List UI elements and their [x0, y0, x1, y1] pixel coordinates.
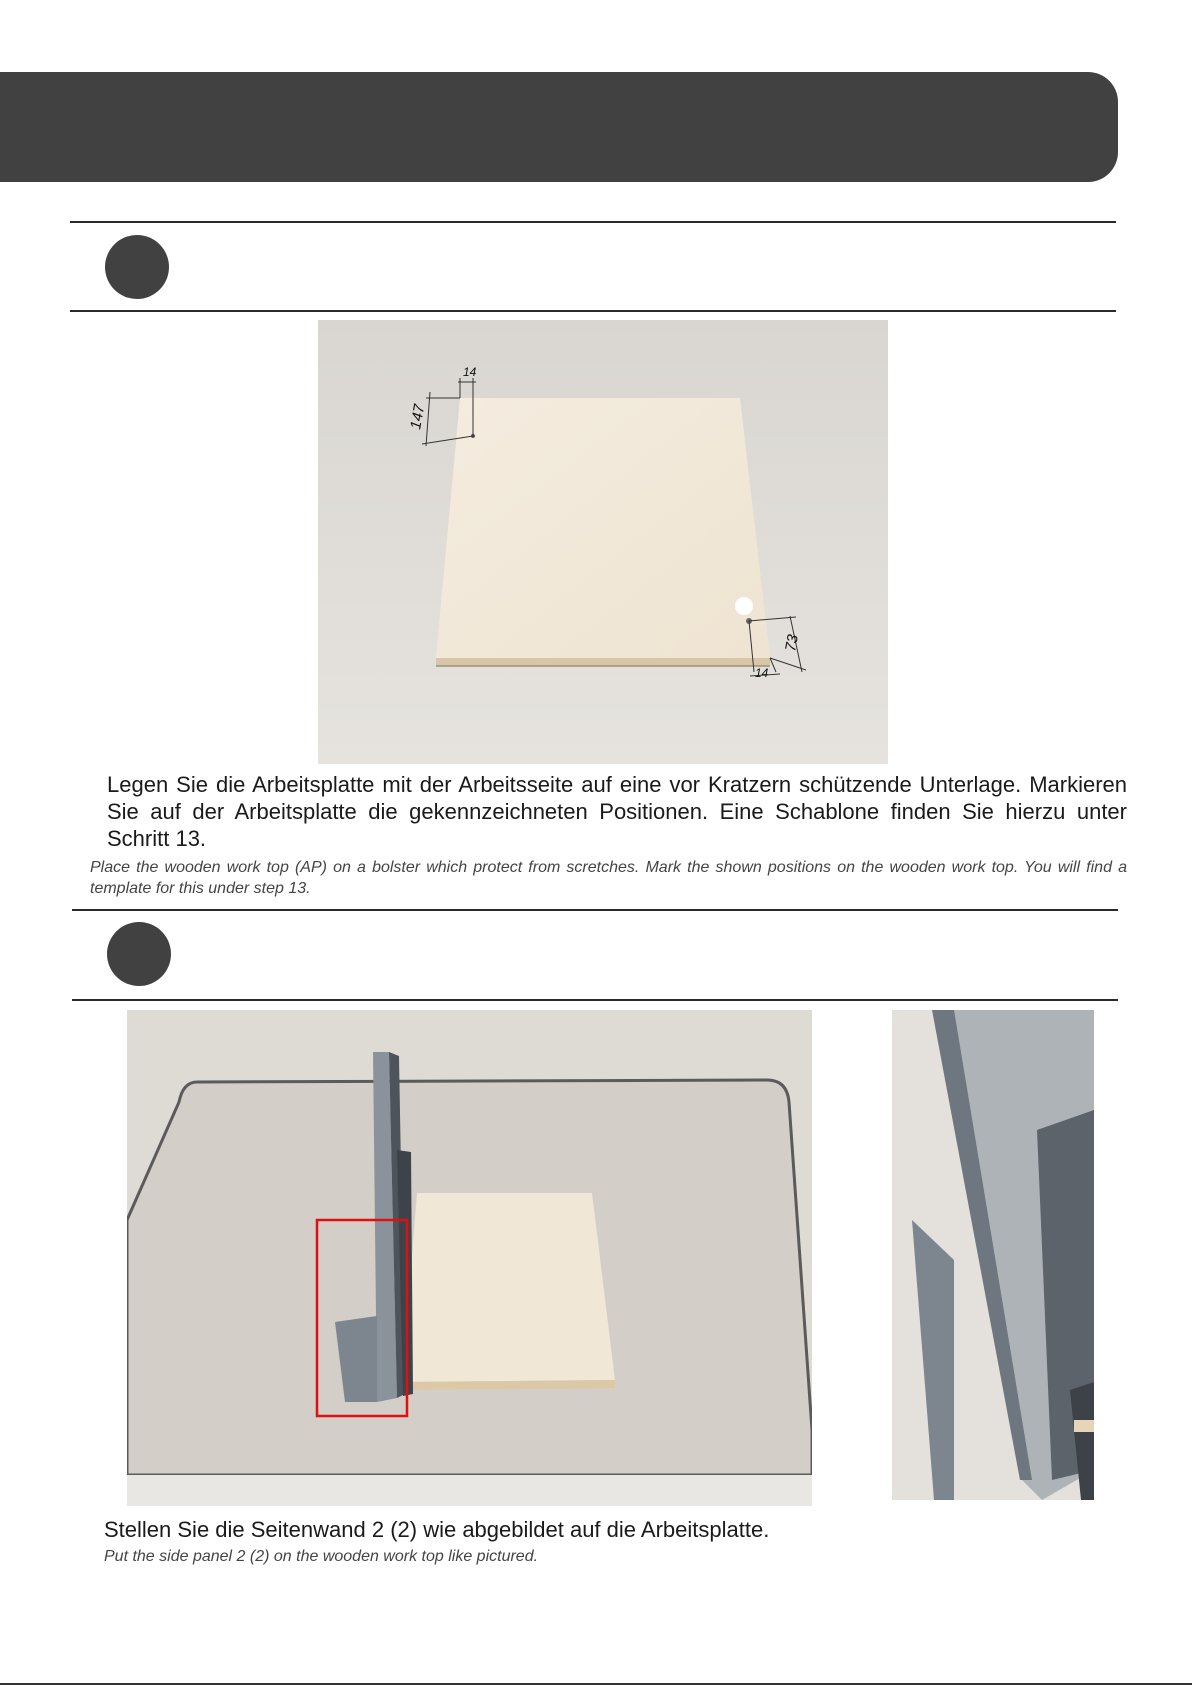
dim-label-top-left-vertical: 147 — [407, 403, 429, 431]
step2-top-rule — [72, 909, 1118, 911]
page-header-bar — [0, 72, 1118, 182]
dim-label-top-left-horizontal: 14 — [463, 365, 477, 379]
step1-photo — [318, 320, 888, 764]
step1-instruction-de: Legen Sie die Arbeitsplatte mit der Arbeitsseite auf eine vor Kratzern schützende Unterlage. Markieren Sie auf der Arbeitsplatte die gekennzeichneten Positionen. Eine Schablone finden Sie hierzu unter Schritt 13. — [107, 772, 1127, 851]
dim-label-bottom-right-vertical: 73 — [782, 633, 802, 653]
step2-instruction-en: Put the side panel 2 (2) on the wooden work top like pictured. — [104, 1548, 539, 1565]
step1-instruction-en: Place the wooden work top (AP) on a bolster which protect from scretches. Mark the shown positions on the wooden work top. You will find a template for this under step 13. — [90, 859, 1127, 897]
step1-bottom-rule — [70, 310, 1116, 312]
step2-bottom-rule — [72, 999, 1118, 1001]
step2-number-badge — [107, 922, 171, 986]
dim-label-bottom-right-horizontal: 14 — [755, 666, 769, 680]
step2-assembly-illustration — [127, 1010, 812, 1506]
step2-instruction-de: Stellen Sie die Seitenwand 2 (2) wie abgebildet auf die Arbeitsplatte. — [104, 1517, 770, 1542]
step2-main-photo — [127, 1010, 812, 1506]
step1-worktop-illustration — [318, 320, 888, 764]
step2-detail-illustration — [892, 1010, 1094, 1500]
step2-detail-photo — [892, 1010, 1094, 1500]
step1-top-rule — [70, 221, 1116, 223]
step1-number-badge — [105, 235, 169, 299]
